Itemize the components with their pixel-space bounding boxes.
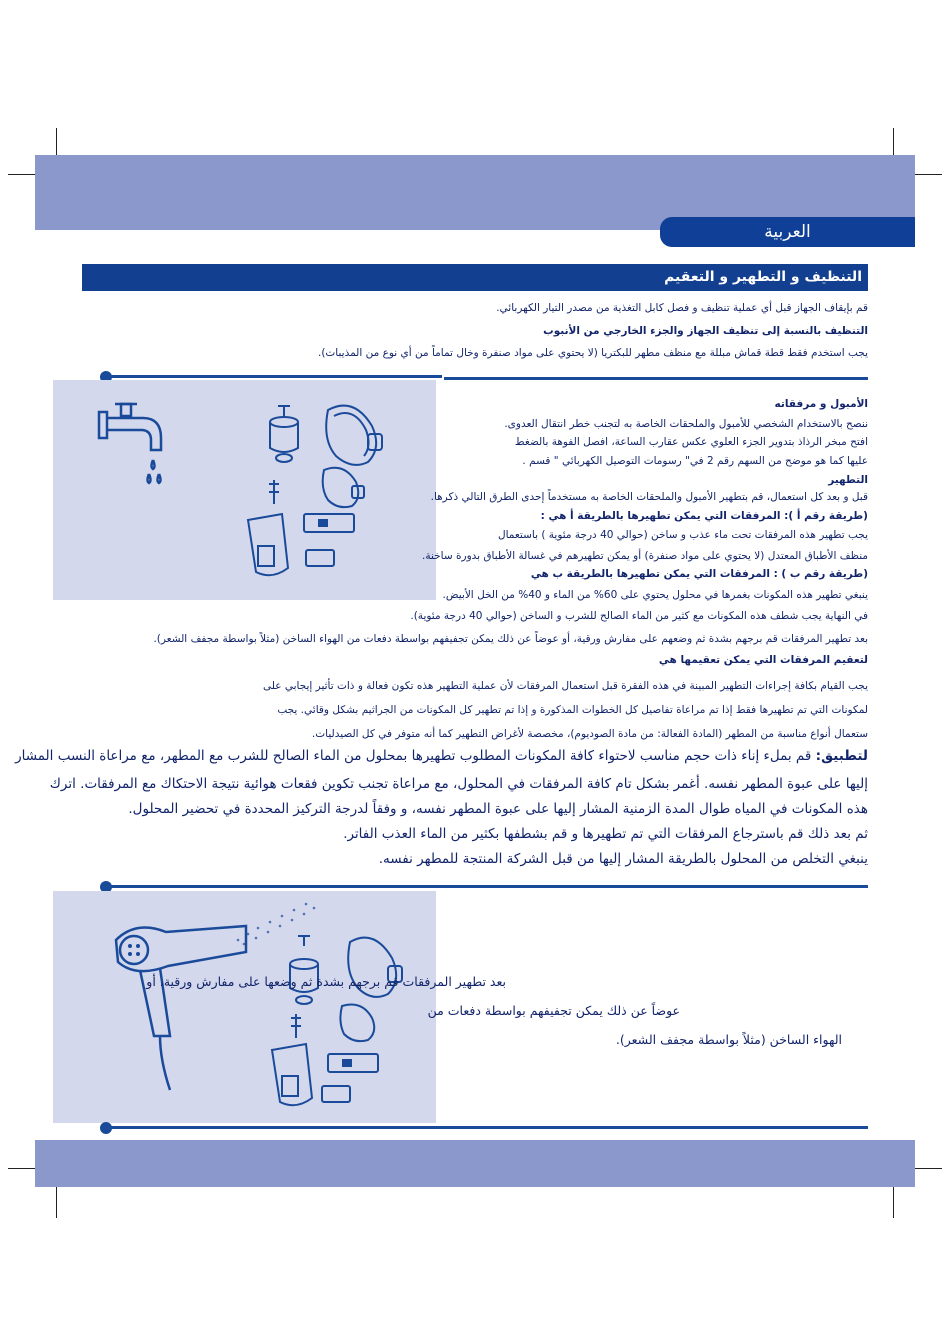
nebulizer-mask-icon [318,462,368,512]
language-tab: العربية [660,217,915,247]
sterilization-heading: لتعقيم المرفقات التي يمكن تعقيمها هي [658,654,868,666]
nasal-fork-icon [318,1082,354,1106]
drying-caption-line: الهواء الساخن (مثلاً بواسطة مجفف الشعر). [615,1032,842,1047]
ampoule-line: افتح مبخر الرذاذ بتدوير الجزء العلوي عكس عقارب الساعة، افصل الفوهة بالضغط [514,436,868,448]
method-a-line: منظف الأطباق المعتدل (لا يحتوي على مواد صنفرة) أو يمكن تطهيرهم في غسالة الأطباق بدورة ساخنة. [422,550,868,562]
crop-mark [912,174,942,175]
application-text: قم بملء إناء ذات حجم مناسب لاحتواء كافة المكونات المطلوب تطهيرها بمحلول من الماء الصالح للشرب مع المطهر، مع مراعاة النسب المشار [15,748,812,764]
section-title: التنظيف و التطهير و التعقيم [82,264,868,291]
disinfection-line: قبل و بعد كل استعمال، قم بتطهير الأمبول والملحقات الخاصة به مستخدماً إحدى الطرق التالي ذكرها. [430,491,868,503]
crop-mark [912,1168,942,1169]
mouthpiece-icon [288,1012,304,1040]
application-label: لتطبيق: [815,748,868,764]
nebulizer-mask-icon [342,932,408,1004]
mouthpiece-icon [266,478,282,506]
method-a-line: يجب تطهير هذه المرفقات تحت ماء عذب و ساخن (حوالي 40 درجة مئوية ) باستعمال [497,529,868,541]
water-tap-icon [95,398,175,488]
method-b-line: في النهاية يجب شطف هذه المكونات مع كثير من الماء الصالح للشرب و الساخن (حوالي 40 درجة مئوية). [410,610,868,622]
dosage-container-icon [262,1040,322,1112]
nebulizer-mask-icon [336,1000,384,1044]
intro-line: قم بإيقاف الجهاز قبل أي عملية تنظيف و فصل كابل التغذية من مصدر التيار الكهربائي. [496,302,868,314]
drying-caption-line: بعد تطهير المرفقات قم برجهم بشدة ثم وضعها على مفارش ورقية، أو [146,974,506,989]
drying-caption-line: عوضاً عن ذلك يمكن تجفيفهم بواسطة دفعات من [427,1003,680,1018]
intro-heading: التنظيف بالنسبة إلى تنظيف الجهاز والجزء الخارجي من الأنبوب [543,325,868,337]
nasal-fork-icon [324,1050,384,1076]
application-line: ينبغي التخلص من المحلول بالطريقة المشار إليها من قبل الشركة المنتجة للمطهر نفسه. [378,851,868,867]
dosage-container-icon [238,510,298,582]
nasal-fork-icon [300,510,360,536]
crop-mark [8,1168,38,1169]
method-b-line: ينبغي تطهير هذه المكونات بغمرها في محلول يحتوي على 60% من الماء و 40% من الخل الأبيض. [442,589,868,601]
bottom-band [35,1140,915,1187]
method-a-heading: (طريقة رقم أ ): المرفقات التي يمكن تطهيرها بالطريقة أ هي : [540,510,868,522]
divider-line [106,885,868,888]
crop-mark [8,174,38,175]
nasal-fork-icon [302,546,338,570]
disinfection-heading: التطهير [828,474,868,486]
application-line [15,748,868,764]
divider-line [444,377,868,380]
application-line: هذه المكونات في المياه طوال المدة الزمنية المشار إليها على عبوة المطهر نفسه، و وفقاً لدرجة التركيز المحددة في تحضير المحلول. [128,801,868,817]
method-b-line: بعد تطهير المرفقات قم برجهم بشدة ثم وضعهم على مفارش ورقية، أو عوضاً عن ذلك يمكن تجفيفهم بواسطة دفعات من الهواء الساخن (مثلاً بواسطة مجفف الشعر). [153,633,868,645]
ampoule-line: ننصح بالاستخدام الشخصي للأمبول والملحقات الخاصة به لتجنب خطر انتقال العدوى. [504,418,868,430]
method-b-heading: (طريقة رقم ب ) : المرفقات التي يمكن تطهيرها بالطريقة ب هي [530,568,868,580]
ampoule-line: عليها كما هو موضح من السهم رقم 2 في" رسومات التوصيل الكهربائي " قسم . [522,455,868,467]
sterilization-line: يجب القيام بكافة إجراءات التطهير المبينة في هذه الفقرة قبل استعمال المرفقات لأن عملية التطهير هذه تكون فعالة و ذات تأثير إيجابي على [263,680,868,692]
nebulizer-cup-icon [262,402,306,466]
sterilization-line: لمكونات التي تم تطهيرها فقط إذا تم مراعاة تفاصيل كل الخطوات المذكورة و إذا تم تطهير كل المكونات من الجراثيم بشكل وقائي. يجب [277,704,868,716]
ampoule-heading: الأمبول و مرفقاته [774,398,868,410]
application-line: إليها على عبوة المطهر نفسه. أغمر بشكل تام كافة المرفقات في المحلول، مع مراعاة تجنب تكوين فقعات هوائية نتيجة الاحتكاك مع المرفقات. اترك [49,776,868,792]
divider-line [106,1126,868,1129]
application-line: ثم بعد ذلك قم باسترجاع المرفقات التي تم تطهيرها و قم بشطفها بكثير من الماء العذب الفاتر. [343,826,868,842]
divider-line [106,375,442,378]
sterilization-line: ستعمال أنواع مناسبة من المطهر (المادة الفعالة: من مادة الصوديوم)، مخصصة لأغراض التطهير كما أنه متوفر في كل الصيدليات. [311,728,868,740]
nebulizer-cup-icon [282,932,326,1008]
intro-line: يجب استخدم فقط قطة قماش مبللة مع منظف مطهر للبكتريا (لا يحتوي على مواد صنفرة وخال تماماً من أي نوع من المذيبات). [317,347,868,359]
